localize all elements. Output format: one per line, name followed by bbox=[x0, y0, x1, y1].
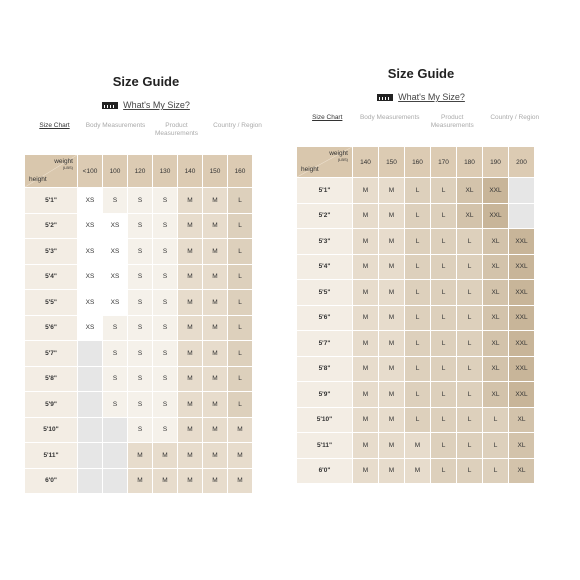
size-guide-left bbox=[24, 72, 268, 494]
size-cell: M bbox=[379, 280, 404, 305]
size-cell: S bbox=[128, 341, 152, 366]
size-cell: XXL bbox=[509, 280, 534, 305]
size-cell: S bbox=[153, 265, 177, 290]
weight-column-header: 200 bbox=[509, 147, 534, 177]
size-cell bbox=[103, 418, 127, 443]
size-cell: S bbox=[153, 239, 177, 264]
size-cell: M bbox=[128, 443, 152, 468]
size-cell: L bbox=[228, 341, 252, 366]
size-cell: M bbox=[379, 306, 404, 331]
size-cell: M bbox=[353, 204, 378, 229]
height-row-header: 5'8" bbox=[297, 357, 352, 382]
ruler-icon bbox=[377, 94, 393, 101]
size-cell: M bbox=[178, 443, 202, 468]
size-cell: M bbox=[203, 188, 227, 213]
size-cell: XL bbox=[457, 204, 482, 229]
size-cell: M bbox=[353, 331, 378, 356]
height-label: height bbox=[301, 166, 319, 173]
weight-label: weight bbox=[329, 150, 348, 157]
size-cell: L bbox=[457, 229, 482, 254]
size-cell: M bbox=[379, 229, 404, 254]
height-row-header: 5'6" bbox=[25, 316, 77, 341]
size-cell: M bbox=[153, 443, 177, 468]
height-row-header: 6'0" bbox=[25, 469, 77, 494]
size-cell: S bbox=[128, 316, 152, 341]
size-cell: M bbox=[405, 433, 430, 458]
size-guide-right bbox=[296, 64, 546, 484]
tab-body-measurements[interactable]: Body Measurements bbox=[359, 114, 420, 121]
weight-label: weight bbox=[54, 158, 73, 165]
size-cell: M bbox=[353, 433, 378, 458]
size-cell: XS bbox=[78, 239, 102, 264]
size-cell: XXL bbox=[509, 229, 534, 254]
height-row-header: 5'1" bbox=[25, 188, 77, 213]
size-cell: M bbox=[128, 469, 152, 494]
height-row-header: 5'7" bbox=[297, 331, 352, 356]
size-cell: M bbox=[203, 418, 227, 443]
size-cell: L bbox=[431, 306, 456, 331]
size-cell: M bbox=[379, 459, 404, 484]
size-cell: M bbox=[178, 290, 202, 315]
size-cell: M bbox=[379, 178, 404, 203]
size-cell: L bbox=[457, 408, 482, 433]
height-row-header: 5'6" bbox=[297, 306, 352, 331]
size-cell: S bbox=[128, 392, 152, 417]
size-cell: L bbox=[457, 357, 482, 382]
size-cell: S bbox=[153, 367, 177, 392]
table-row bbox=[297, 280, 534, 305]
size-cell: XL bbox=[483, 306, 508, 331]
height-row-header: 5'8" bbox=[25, 367, 77, 392]
size-cell: S bbox=[103, 392, 127, 417]
table-row bbox=[297, 204, 534, 229]
size-cell: XL bbox=[457, 178, 482, 203]
table-row bbox=[25, 316, 252, 341]
size-cell: L bbox=[228, 392, 252, 417]
size-cell: L bbox=[431, 280, 456, 305]
size-chart-table bbox=[296, 146, 535, 484]
size-cell: XS bbox=[103, 214, 127, 239]
size-cell: M bbox=[353, 459, 378, 484]
table-row bbox=[25, 290, 252, 315]
size-cell: M bbox=[178, 265, 202, 290]
table-row bbox=[25, 392, 252, 417]
size-cell: XS bbox=[78, 290, 102, 315]
size-cell: XL bbox=[483, 357, 508, 382]
size-cell: M bbox=[228, 418, 252, 443]
size-cell bbox=[78, 469, 102, 494]
size-cell bbox=[509, 204, 534, 229]
height-row-header: 5'9" bbox=[297, 382, 352, 407]
table-row bbox=[297, 306, 534, 331]
unit-label: (LBS) bbox=[62, 165, 73, 170]
size-cell: L bbox=[431, 357, 456, 382]
size-cell: S bbox=[128, 367, 152, 392]
size-cell: L bbox=[431, 255, 456, 280]
size-cell: M bbox=[379, 408, 404, 433]
table-row bbox=[25, 188, 252, 213]
height-row-header: 5'5" bbox=[297, 280, 352, 305]
size-cell: S bbox=[128, 418, 152, 443]
size-cell: XXL bbox=[509, 357, 534, 382]
size-cell: S bbox=[103, 341, 127, 366]
size-cell: M bbox=[153, 469, 177, 494]
size-cell: L bbox=[228, 290, 252, 315]
size-cell: L bbox=[228, 214, 252, 239]
height-row-header: 5'4" bbox=[25, 265, 77, 290]
page-title: Size Guide bbox=[387, 66, 455, 81]
size-cell: S bbox=[128, 188, 152, 213]
size-cell: M bbox=[379, 357, 404, 382]
size-cell: L bbox=[405, 280, 430, 305]
size-cell: S bbox=[153, 341, 177, 366]
tab-body-measurements[interactable]: Body Measurements bbox=[85, 122, 146, 129]
whats-my-size-link[interactable]: What's My Size? bbox=[398, 92, 465, 102]
weight-column-header: 150 bbox=[379, 147, 404, 177]
size-cell: M bbox=[178, 367, 202, 392]
weight-column-header: 140 bbox=[353, 147, 378, 177]
size-guide-tabs bbox=[24, 122, 268, 150]
size-cell: M bbox=[405, 459, 430, 484]
size-cell: L bbox=[457, 255, 482, 280]
size-cell bbox=[103, 469, 127, 494]
size-cell: L bbox=[228, 188, 252, 213]
size-cell: L bbox=[457, 306, 482, 331]
size-cell: L bbox=[228, 367, 252, 392]
size-cell: S bbox=[103, 316, 127, 341]
size-cell bbox=[103, 443, 127, 468]
height-row-header: 5'2" bbox=[297, 204, 352, 229]
weight-column-header: 160 bbox=[405, 147, 430, 177]
size-cell: L bbox=[483, 408, 508, 433]
tab-size-chart[interactable]: Size Chart bbox=[39, 122, 70, 129]
size-cell: L bbox=[228, 316, 252, 341]
size-cell: L bbox=[405, 255, 430, 280]
tab-size-chart[interactable]: Size Chart bbox=[312, 114, 343, 121]
size-cell: M bbox=[353, 178, 378, 203]
size-cell: XL bbox=[483, 229, 508, 254]
size-cell: XS bbox=[78, 214, 102, 239]
ruler-icon bbox=[102, 102, 118, 109]
size-cell: S bbox=[128, 214, 152, 239]
weight-column-header: 100 bbox=[103, 155, 127, 187]
size-cell bbox=[78, 341, 102, 366]
size-guide-tabs bbox=[296, 114, 546, 142]
tab-product-measurements[interactable]: Product Measurements bbox=[430, 114, 474, 129]
whats-my-size[interactable] bbox=[24, 96, 268, 114]
height-row-header: 5'11" bbox=[25, 443, 77, 468]
size-cell: XL bbox=[483, 382, 508, 407]
size-cell: M bbox=[353, 306, 378, 331]
size-cell: M bbox=[178, 392, 202, 417]
size-cell: L bbox=[405, 382, 430, 407]
size-cell: XL bbox=[509, 433, 534, 458]
size-cell: L bbox=[431, 178, 456, 203]
size-cell: M bbox=[228, 443, 252, 468]
size-cell: XXL bbox=[509, 382, 534, 407]
table-row bbox=[25, 367, 252, 392]
size-cell: M bbox=[353, 382, 378, 407]
height-row-header: 6'0" bbox=[297, 459, 352, 484]
size-cell: L bbox=[431, 408, 456, 433]
size-cell: M bbox=[178, 188, 202, 213]
size-cell: M bbox=[379, 255, 404, 280]
size-cell: L bbox=[228, 239, 252, 264]
size-cell: S bbox=[128, 239, 152, 264]
size-cell: M bbox=[203, 316, 227, 341]
size-cell: S bbox=[128, 265, 152, 290]
size-cell: M bbox=[353, 280, 378, 305]
size-cell: S bbox=[153, 392, 177, 417]
size-cell: XL bbox=[483, 331, 508, 356]
table-row bbox=[297, 408, 534, 433]
size-cell: S bbox=[153, 214, 177, 239]
tab-country-region[interactable]: Country / Region bbox=[490, 114, 540, 121]
height-row-header: 5'4" bbox=[297, 255, 352, 280]
height-row-header: 5'11" bbox=[297, 433, 352, 458]
size-cell bbox=[78, 392, 102, 417]
height-row-header: 5'3" bbox=[25, 239, 77, 264]
size-cell: L bbox=[405, 229, 430, 254]
size-cell: L bbox=[457, 331, 482, 356]
table-row bbox=[25, 443, 252, 468]
table-row bbox=[297, 357, 534, 382]
size-cell bbox=[78, 443, 102, 468]
size-cell: M bbox=[178, 469, 202, 494]
size-cell: XS bbox=[78, 316, 102, 341]
height-row-header: 5'5" bbox=[25, 290, 77, 315]
size-cell: L bbox=[405, 357, 430, 382]
size-cell: S bbox=[128, 290, 152, 315]
size-cell: S bbox=[103, 188, 127, 213]
page-title: Size Guide bbox=[112, 74, 180, 89]
weight-column-header: 160 bbox=[228, 155, 252, 187]
table-row bbox=[25, 469, 252, 494]
size-cell: M bbox=[203, 265, 227, 290]
size-cell: XS bbox=[103, 290, 127, 315]
size-cell: L bbox=[228, 265, 252, 290]
size-cell: L bbox=[405, 178, 430, 203]
size-cell: S bbox=[153, 316, 177, 341]
size-cell: L bbox=[431, 382, 456, 407]
size-cell: L bbox=[431, 204, 456, 229]
size-cell: M bbox=[353, 408, 378, 433]
size-cell: M bbox=[228, 469, 252, 494]
size-cell: XS bbox=[103, 239, 127, 264]
size-cell: L bbox=[457, 280, 482, 305]
height-row-header: 5'1" bbox=[297, 178, 352, 203]
size-cell: M bbox=[203, 341, 227, 366]
size-cell: S bbox=[153, 188, 177, 213]
size-cell: M bbox=[178, 316, 202, 341]
size-cell: XS bbox=[103, 265, 127, 290]
size-cell: M bbox=[379, 433, 404, 458]
table-row bbox=[297, 459, 534, 484]
size-cell: M bbox=[178, 418, 202, 443]
size-cell: M bbox=[178, 239, 202, 264]
weight-column-header: 180 bbox=[457, 147, 482, 177]
size-cell: XS bbox=[78, 265, 102, 290]
whats-my-size-link[interactable]: What's My Size? bbox=[123, 100, 190, 110]
table-row bbox=[297, 229, 534, 254]
size-cell: L bbox=[431, 459, 456, 484]
size-cell: XL bbox=[509, 459, 534, 484]
size-cell: XS bbox=[78, 188, 102, 213]
weight-column-header: 120 bbox=[128, 155, 152, 187]
table-row bbox=[25, 418, 252, 443]
size-cell: M bbox=[203, 392, 227, 417]
weight-column-header: 150 bbox=[203, 155, 227, 187]
size-cell: M bbox=[203, 214, 227, 239]
weight-column-header: 190 bbox=[483, 147, 508, 177]
weight-column-header: <100 bbox=[78, 155, 102, 187]
size-cell: M bbox=[178, 341, 202, 366]
size-cell: M bbox=[203, 239, 227, 264]
size-cell: L bbox=[431, 331, 456, 356]
size-cell: M bbox=[353, 357, 378, 382]
size-cell: L bbox=[457, 433, 482, 458]
table-row bbox=[25, 214, 252, 239]
size-cell bbox=[78, 418, 102, 443]
size-cell: L bbox=[405, 204, 430, 229]
weight-column-header: 140 bbox=[178, 155, 202, 187]
size-cell: S bbox=[153, 418, 177, 443]
tab-country-region[interactable]: Country / Region bbox=[213, 122, 262, 129]
size-cell: M bbox=[353, 229, 378, 254]
height-row-header: 5'9" bbox=[25, 392, 77, 417]
size-cell: M bbox=[178, 214, 202, 239]
weight-column-header: 170 bbox=[431, 147, 456, 177]
size-cell: XXL bbox=[509, 306, 534, 331]
size-cell: L bbox=[405, 408, 430, 433]
size-cell: XL bbox=[509, 408, 534, 433]
table-row bbox=[297, 331, 534, 356]
weight-height-corner bbox=[25, 155, 77, 187]
table-row bbox=[297, 255, 534, 280]
size-cell: M bbox=[379, 204, 404, 229]
size-cell: L bbox=[483, 433, 508, 458]
tab-product-measurements[interactable]: Product Measurements bbox=[155, 122, 198, 137]
size-cell: M bbox=[379, 382, 404, 407]
size-cell: XL bbox=[483, 280, 508, 305]
size-cell: M bbox=[203, 443, 227, 468]
size-cell: M bbox=[379, 331, 404, 356]
size-cell: L bbox=[431, 433, 456, 458]
table-row bbox=[25, 265, 252, 290]
size-cell: XXL bbox=[483, 178, 508, 203]
table-row bbox=[25, 239, 252, 264]
size-cell bbox=[78, 367, 102, 392]
table-row bbox=[297, 382, 534, 407]
size-cell: XXL bbox=[509, 331, 534, 356]
size-cell: XXL bbox=[483, 204, 508, 229]
table-row bbox=[25, 341, 252, 366]
size-cell: M bbox=[203, 367, 227, 392]
height-row-header: 5'3" bbox=[297, 229, 352, 254]
size-cell: L bbox=[457, 382, 482, 407]
size-cell: L bbox=[405, 331, 430, 356]
size-cell: S bbox=[103, 367, 127, 392]
size-cell: L bbox=[405, 306, 430, 331]
size-chart-table bbox=[24, 154, 253, 494]
size-cell: L bbox=[483, 459, 508, 484]
size-cell: XXL bbox=[509, 255, 534, 280]
size-cell: L bbox=[431, 229, 456, 254]
height-row-header: 5'2" bbox=[25, 214, 77, 239]
size-cell: L bbox=[457, 459, 482, 484]
height-row-header: 5'10" bbox=[25, 418, 77, 443]
size-cell: XL bbox=[483, 255, 508, 280]
height-row-header: 5'7" bbox=[25, 341, 77, 366]
size-cell: M bbox=[353, 255, 378, 280]
unit-label: (LBS) bbox=[337, 157, 348, 162]
weight-height-corner bbox=[297, 147, 352, 177]
size-cell: M bbox=[203, 469, 227, 494]
table-row bbox=[297, 178, 534, 203]
weight-column-header: 130 bbox=[153, 155, 177, 187]
table-row bbox=[297, 433, 534, 458]
whats-my-size[interactable] bbox=[296, 88, 546, 106]
size-cell bbox=[509, 178, 534, 203]
height-row-header: 5'10" bbox=[297, 408, 352, 433]
size-cell: M bbox=[203, 290, 227, 315]
height-label: height bbox=[29, 176, 47, 183]
size-cell: S bbox=[153, 290, 177, 315]
